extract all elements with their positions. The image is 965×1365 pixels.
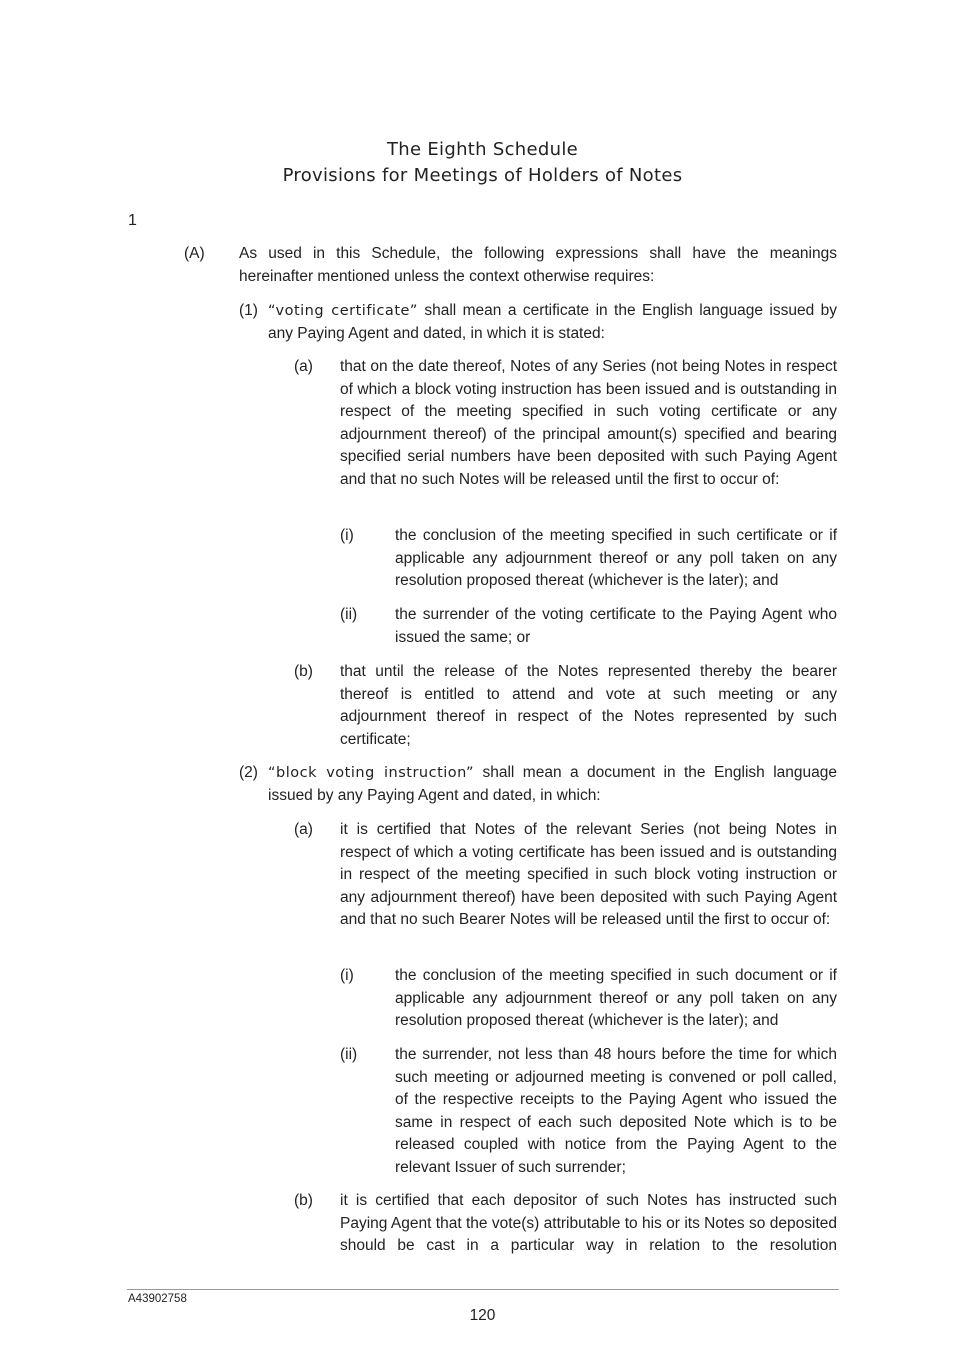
item-2a-i-text: the conclusion of the meeting specified in such document or if applicable any adjournment thereof or any poll taken on any resolution proposed thereat (whichever is the later); and <box>395 967 837 1029</box>
item-1a-i-label: (i) <box>340 527 354 544</box>
definition-2-text <box>268 762 837 807</box>
clause-a-text: As used in this Schedule, the following expressions shall have the meanings hereinafter mentioned unless the context otherwise requires: <box>239 245 837 285</box>
item-1a-ii-label: (ii) <box>340 606 358 623</box>
item-2b-text: it is certified that each depositor of such Notes has instructed such Paying Agent that the vote(s) attributable to his or its Notes so deposited should be cast in a particular way in relation to the resolution <box>340 1192 837 1254</box>
item-1a-text: that on the date thereof, Notes of any Series (not being Notes in respect of which a block voting instruction has been issued and is outstanding in respect of the meeting specified in such voting certificate or any adjournment thereof) of the principal amount(s) specified and bearing specified serial numbers have been deposited with such Paying Agent and that no such Notes will be released until the first to occur of: <box>340 358 837 488</box>
section-number: 1 <box>128 212 137 229</box>
item-2a-ii-label: (ii) <box>340 1046 358 1063</box>
item-1b-label: (b) <box>294 663 313 680</box>
footer-divider <box>127 1289 839 1290</box>
definition-1-body: shall mean a certificate in the English language issued by any Paying Agent and dated, in which it is stated: <box>268 302 838 342</box>
item-1a-i-text: the conclusion of the meeting specified in such certificate or if applicable any adjournment thereof or any poll taken on any resolution proposed thereat (whichever is the later); and <box>395 527 837 589</box>
definition-1-label: (1) <box>239 302 258 319</box>
document-reference: A43902758 <box>128 1293 187 1305</box>
item-2a-text: it is certified that Notes of the relevant Series (not being Notes in respect of which a voting certificate has been issued and is outstanding in respect of the meeting specified in such block voting instruction or any adjournment thereof) have been deposited with such Paying Agent and that no such Bearer Notes will be released until the first to occur of: <box>340 821 837 928</box>
item-2a-i-label: (i) <box>340 967 354 984</box>
item-2a-label: (a) <box>294 821 313 838</box>
clause-label-a: (A) <box>184 245 205 262</box>
defined-term-voting-certificate: “voting certificate” <box>268 303 418 319</box>
page-number: 120 <box>469 1307 496 1324</box>
schedule-subtitle: Provisions for Meetings of Holders of Notes <box>282 165 683 186</box>
definition-2-label: (2) <box>239 764 258 781</box>
item-2a-ii-text: the surrender, not less than 48 hours before the time for which such meeting or adjourned meeting is convened or poll called, of the respective receipts to the Paying Agent who issued the same in respect of each such deposited Note which is to be released coupled with notice from the Paying Agent to the relevant Issuer of such surrender; <box>395 1046 837 1176</box>
item-1a-label: (a) <box>294 358 313 375</box>
item-2b-label: (b) <box>294 1192 313 1209</box>
definition-2-body: shall mean a document in the English language issued by any Paying Agent and dated, in which: <box>268 764 838 804</box>
item-1b-text: that until the release of the Notes represented thereby the bearer thereof is entitled to attend and vote at such meeting or any adjournment thereof in respect of the Notes represented by such certificate; <box>340 663 837 748</box>
definition-1-text <box>268 300 837 345</box>
defined-term-block-voting-instruction: “block voting instruction” <box>268 765 475 781</box>
item-1a-ii-text: the surrender of the voting certificate to the Paying Agent who issued the same; or <box>395 606 837 646</box>
schedule-title: The Eighth Schedule <box>386 139 578 160</box>
